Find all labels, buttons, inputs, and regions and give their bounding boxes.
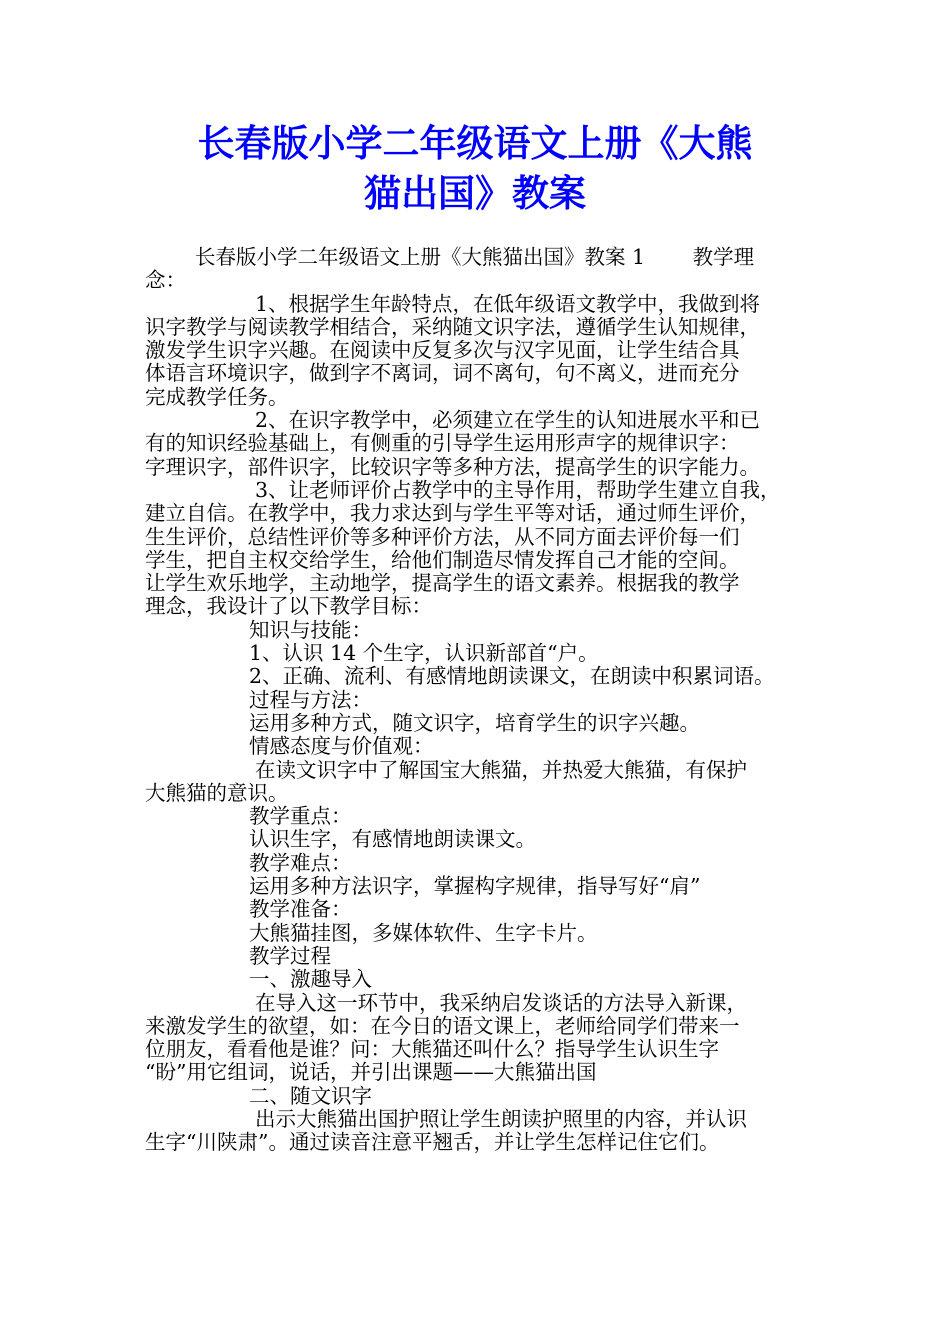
text-line: 运用多种方式，随文识字，培育学生的识字兴趣。 (249, 710, 700, 735)
text-line: 认识生字，有感情地朗读课文。 (249, 827, 536, 852)
text-line: 长春版小学二年级语文上册《大熊猫出国》教案 1 教学理 (195, 245, 755, 269)
text-line: 念： (145, 268, 186, 293)
text-line: 1、认识 14 个生字，认识新部首“户。 (249, 641, 599, 666)
text-line: 识字教学与阅读教学相结合，采纳随文识字法，遵循学生认知规律， (145, 314, 760, 339)
text-line: 在导入这一环节中，我采纳启发谈话的方法导入新课， (255, 990, 747, 1015)
text-line: 教学准备： (249, 897, 352, 922)
text-line: 学生，把自主权交给学生，给他们制造尽情发挥自己才能的空间。 (145, 547, 740, 572)
text-line: 有的知识经验基础上，有侧重的引导学生运用形声字的规律识字： (145, 431, 740, 456)
text-line: 运用多种方法识字，掌握构字规律，指导写好“肩” (249, 874, 701, 899)
text-line: 理念，我设计了以下教学目标： (145, 594, 432, 619)
text-line: 来激发学生的欲望，如：在今日的语文课上，老师给同学们带来一 (145, 1013, 740, 1038)
text-line: 情感态度与价值观： (249, 734, 434, 759)
text-line: 建立自信。在教学中，我力求达到与学生平等对话，通过师生评价， (145, 501, 760, 526)
text-line: 字理识字，部件识字，比较识字等多种方法，提高学生的识字能力。 (145, 454, 760, 479)
text-line: 3、让老师评价占教学中的主导作用，帮助学生建立自我， (255, 477, 781, 502)
text-line: 知识与技能： (249, 617, 372, 642)
text-line: 2、在识字教学中，必须建立在学生的认知进展水平和已 (255, 408, 761, 433)
text-line: 二、随文识字 (249, 1083, 372, 1108)
document-body (145, 246, 810, 1155)
text-line: 1、根据学生年龄特点，在低年级语文教学中，我做到将 (255, 291, 761, 316)
text-line: 一、激趣导入 (249, 967, 372, 992)
title-line-1: 长春版小学二年级语文上册《大熊 (197, 121, 753, 165)
text-line: 激发学生识字兴趣。在阅读中反复多次与汉字见面，让学生结合具 (145, 338, 740, 363)
title-line-2: 猫出国》教案 (364, 171, 586, 215)
text-line: 2、正确、流利、有感情地朗读课文，在朗读中积累词语。 (249, 664, 775, 689)
text-line: 让学生欢乐地学，主动地学，提高学生的语文素养。根据我的教学 (145, 571, 740, 596)
text-line: 过程与方法： (249, 687, 372, 712)
text-line: 教学过程 (249, 943, 331, 968)
text-line: 完成教学任务。 (145, 384, 289, 409)
text-line: “盼”用它组词，说话，并引出课题——大熊猫出国 (145, 1060, 597, 1085)
text-line: 出示大熊猫出国护照让学生朗读护照里的内容，并认识 (255, 1106, 747, 1131)
text-line: 大熊猫挂图，多媒体软件、生字卡片。 (249, 920, 598, 945)
text-line: 在读文识字中了解国宝大熊猫，并热爱大熊猫，有保护 (255, 757, 747, 782)
text-line: 位朋友，看看他是谁？问：大熊猫还叫什么？指导学生认识生字 (145, 1037, 719, 1062)
text-line: 教学难点： (249, 850, 352, 875)
text-line: 教学重点： (249, 804, 352, 829)
text-line: 生生评价，总结性评价等多种评价方法，从不同方面去评价每一们 (145, 524, 740, 549)
text-line: 体语言环境识字，做到字不离词，词不离句，句不离义，进而充分 (145, 361, 740, 386)
document-title (150, 118, 800, 218)
text-line: 大熊猫的意识。 (145, 780, 289, 805)
text-line: 生字“川陕肃”。通过读音注意平翘舌，并让学生怎样记住它们。 (145, 1130, 720, 1155)
